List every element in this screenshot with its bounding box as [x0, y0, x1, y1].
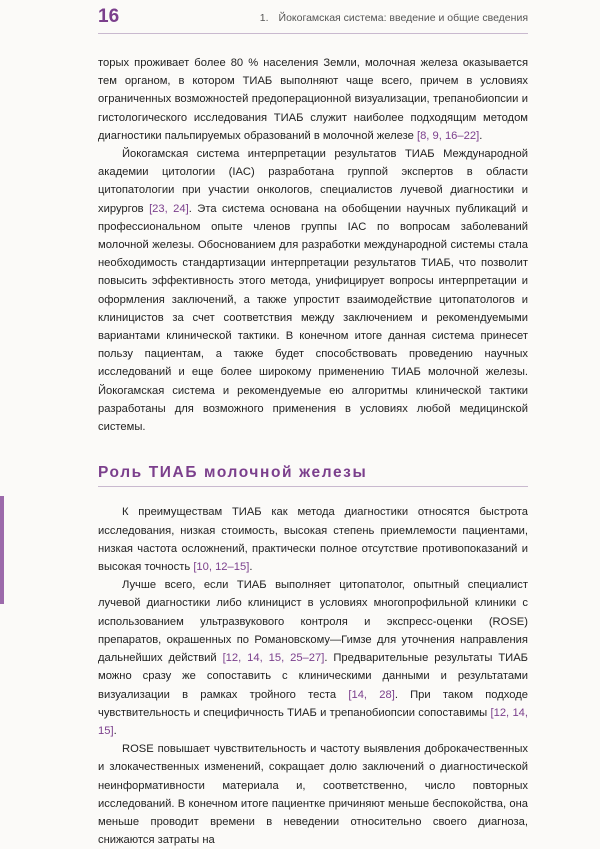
paragraph-5: ROSE повышает чувствительность и частоту выявления доброкачественных и злокачественных изменений, сокращает долю заключений о диагностической неинформативности материала и, соответственно, число повторных исследований. В конечном итоге пациентке причиняют меньше беспокойства, она меньше проводит времени в неведении относительно своего диагноза, снижаются затраты на — [98, 743, 528, 847]
header-rule — [98, 33, 528, 34]
paragraph-4: Лучше всего, если ТИАБ выполняет цитопатолог, опытный специалист лучевой диагностики либо клиницист в условиях многопрофильной клиники с использованием ультразвукового контроля и экспресс-оценки (ROSE) препаратов, окрашенных по Романовскому—Гимзе для уточнения направления дальнейших действий [12, 14, 15, 25–27]. Предварительные результаты ТИАБ можно сразу же сопоставить с клиническими данными и результатами визуализации в рамках тройного теста [14, 28]. При таком подходе чувствительность и специфичность ТИАБ и трепанобиопсии сопоставимы [12, 14, 15]. — [98, 579, 529, 737]
paragraph-1: торых проживает более 80 % населения Земли, молочная железа оказывается тем органом, в котором ТИАБ выполняют чаще всего, причем в условиях ограниченных возможностей предоперационной визуализации, трепанобиопсии и гистологического исследования ТИАБ служит наиболее подходящим методом диагностики пальпируемых образований в молочной железе [8, 9, 16–22]. — [98, 57, 528, 142]
running-header — [260, 12, 528, 24]
paragraph-2: Йокогамская система интерпретации результатов ТИАБ Международной академии цитологии (IAC) разработана группой экспертов в области цитопатологии при участии онкологов, специалистов лучевой диагностики и хирургов [23, 24]. Эта система основана на обобщении научных публикаций и профессиональном опыте членов группы IAC по вопросам заболеваний молочной железы. Обоснованием для разработки международной системы стала необходимость стандартизации интерпретации результатов ТИАБ, что позволит повысить эффективность этого метода, унифицирует вопросы интерпретации и оформления заключений, а также упростит взаимодействие цитопатологов и клиницистов за счет соответствия между заключением и рекомендуемыми вариантами клинической тактики. В конечном итоге данная система принесет пользу пациентам, а также будет способствовать проведению научных исследований и еще более широкому применению ТИАБ молочной железы. Йокогамская система и рекомендуемые ею алгоритмы клинической тактики разработаны для возможного применения в условиях любой медицинской системы. — [98, 148, 528, 434]
body-text — [98, 54, 528, 849]
citation-link[interactable]: [14, 28] — [348, 688, 395, 701]
citation-link[interactable]: [23, 24] — [149, 202, 189, 215]
side-tab-marker — [0, 496, 4, 604]
section-heading: Роль ТИАБ молочной железы — [98, 464, 528, 487]
citation-link[interactable]: [12, 14, 15] — [98, 706, 529, 737]
page-number: 16 — [98, 6, 120, 27]
citation-link[interactable]: [10, 12–15] — [193, 561, 250, 574]
citation-link[interactable]: [8, 9, 16–22] — [416, 129, 480, 142]
paragraph-3: К преимуществам ТИАБ как метода диагностики относятся быстрота исследования, низкая стоимость, высокая степень приемлемости пациентами, низкая частота осложнений, практически полное отсутствие противопоказаний и высокая точность [10, 12–15]. — [98, 506, 528, 574]
citation-link[interactable]: [12, 14, 15, 25–27] — [222, 652, 325, 665]
chapter-number: 1. — [259, 12, 269, 24]
chapter-title: Йокогамская система: введение и общие сведения — [278, 12, 528, 24]
